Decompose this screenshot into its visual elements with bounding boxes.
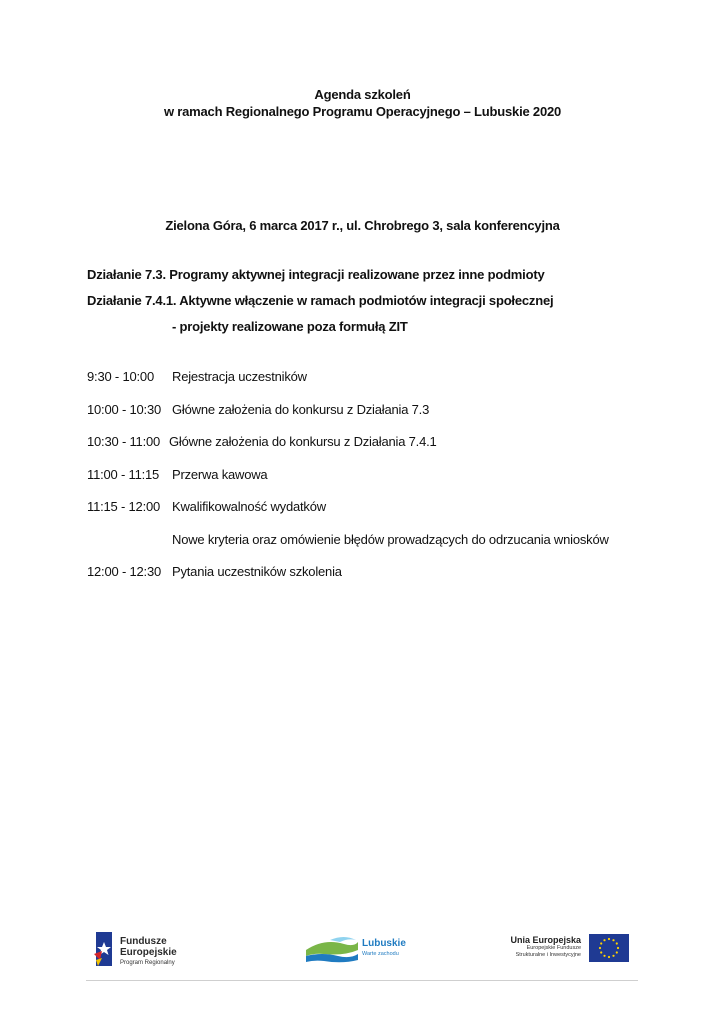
eu-star <box>617 947 619 949</box>
agenda-topic: Pytania uczestników szkolenia <box>172 564 342 579</box>
agenda-topic: Rejestracja uczestników <box>172 369 307 384</box>
agenda-time: 9:30 - 10:00 <box>87 369 154 384</box>
action-7-3: Działanie 7.3. Programy aktywnej integracji realizowane przez inne podmioty <box>87 267 545 282</box>
eu-star <box>603 939 605 941</box>
action-7-4-1-note: - projekty realizowane poza formułą ZIT <box>172 319 408 334</box>
ue-subtitle-2: Strukturalne i Inwestycyjne <box>515 952 581 958</box>
eu-star <box>616 951 618 953</box>
eu-star <box>603 955 605 957</box>
ue-subtitle-1: Europejskie Fundusze <box>526 945 581 951</box>
title-line-1: Agenda szkoleń <box>314 87 411 102</box>
eu-star <box>612 939 614 941</box>
eu-star <box>600 942 602 944</box>
agenda-topic: Przerwa kawowa <box>172 466 268 482</box>
footer-logos <box>86 922 638 981</box>
eu-star <box>608 956 610 958</box>
venue-line: Zielona Góra, 6 marca 2017 r., ul. Chrobrego 3, sala konferencyjna <box>165 218 560 233</box>
lubuskie-logo <box>304 932 414 968</box>
fe-star-icon <box>92 930 116 968</box>
fe-name-line-2: Europejskie <box>120 947 177 958</box>
eu-star <box>608 938 610 940</box>
lubuskie-name: Lubuskie <box>362 938 406 949</box>
eu-flag-icon <box>589 934 629 962</box>
agenda-topic: Główne założenia do konkursu z Działania 7.4.1 <box>169 434 437 449</box>
fe-name-line-1: Fundusze <box>120 936 167 947</box>
eu-star <box>600 951 602 953</box>
action-7-4-1: Działanie 7.4.1. Aktywne włączenie w ramach podmiotów integracji społecznej <box>87 293 554 308</box>
title-line-2: w ramach Regionalnego Programu Operacyjnego – Lubuskie 2020 <box>163 104 562 119</box>
eu-star <box>599 947 601 949</box>
lubuskie-slogan: Warte zachodu <box>362 951 399 957</box>
agenda-time: 11:15 - 12:00 <box>87 499 161 514</box>
fe-subtitle: Program Regionalny <box>120 960 175 966</box>
agenda-topic: Kwalifikowalność wydatków <box>172 499 326 514</box>
actions-block <box>87 266 553 344</box>
agenda-topic: Główne założenia do konkursu z Działania 7.3 <box>172 401 430 417</box>
lubuskie-wave-icon <box>304 934 360 964</box>
agenda-time: 12:00 - 12:30 <box>87 564 162 579</box>
fundusze-europejskie-logo <box>92 928 202 972</box>
agenda-time: 11:00 - 11:15 <box>87 466 160 482</box>
agenda-topic: Nowe kryteria oraz omówienie błędów prowadzących do odrzucania wniosków <box>172 531 609 547</box>
eu-star <box>616 942 618 944</box>
agenda-time: 10:00 - 10:30 <box>87 401 162 417</box>
agenda-time: 10:30 - 11:00 <box>87 434 161 449</box>
ue-title: Unia Europejska <box>510 935 581 945</box>
unia-europejska-logo <box>501 932 631 966</box>
eu-star <box>612 955 614 957</box>
document-title <box>0 86 725 120</box>
